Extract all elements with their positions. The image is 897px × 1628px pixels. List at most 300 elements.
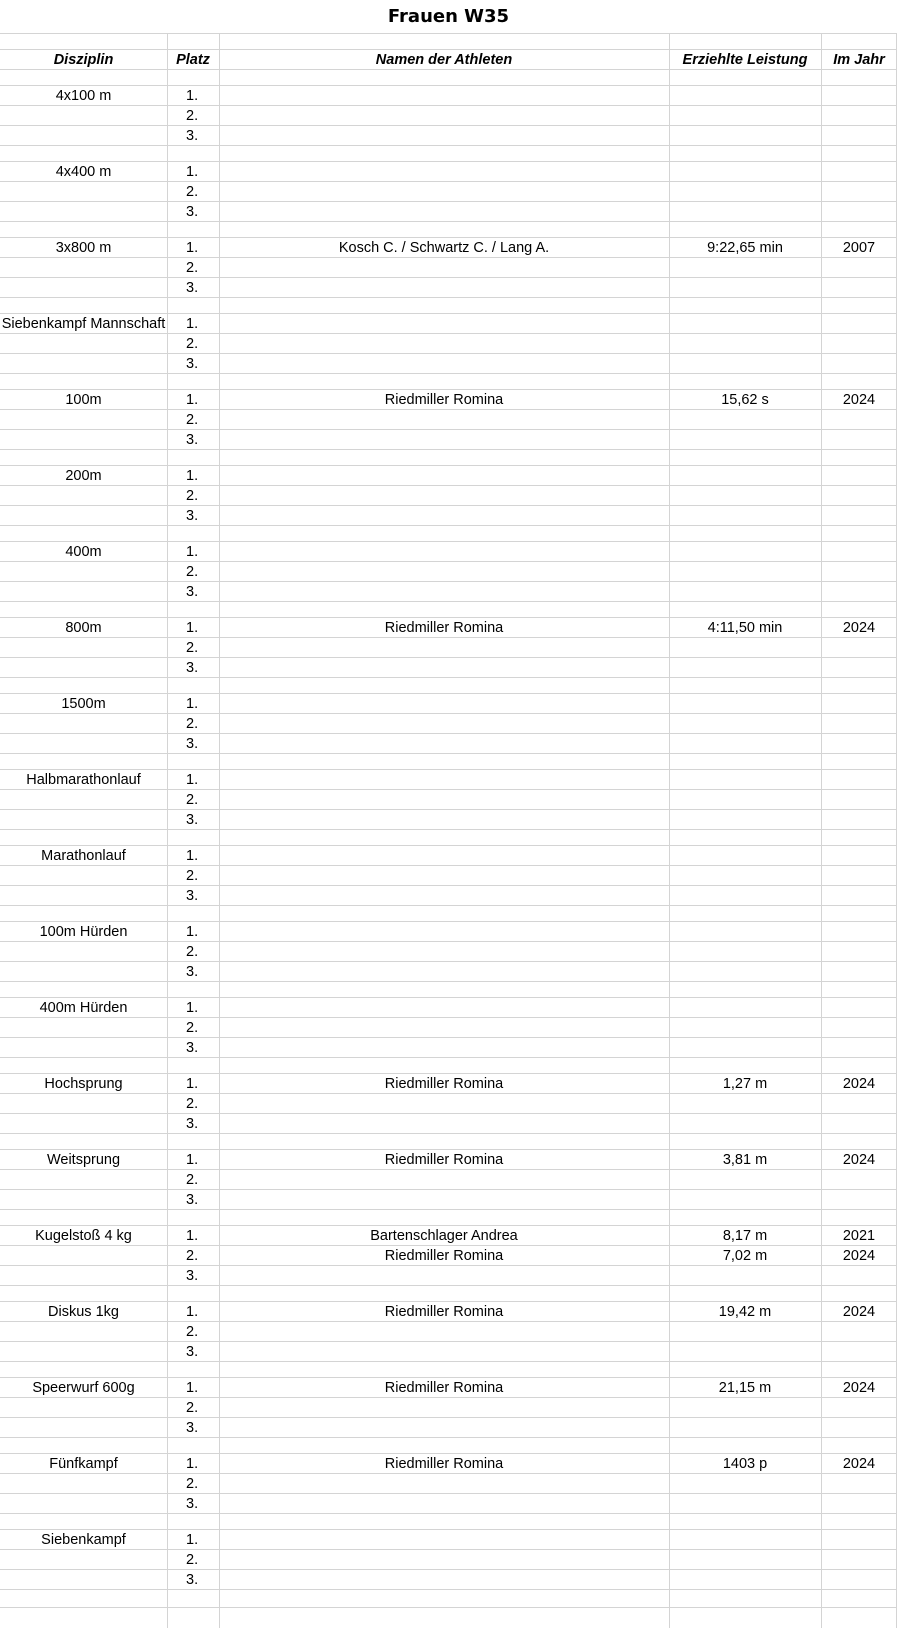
discipline-name: Siebenkampf bbox=[41, 1531, 126, 1548]
athlete-name: Riedmiller Romina bbox=[384, 1247, 504, 1264]
result-value: 8,17 m bbox=[722, 1227, 768, 1244]
place-rank: 2. bbox=[186, 411, 199, 428]
table-row bbox=[0, 1378, 897, 1398]
result-value bbox=[669, 314, 821, 333]
spacer-row bbox=[0, 526, 897, 542]
place-rank: 1. bbox=[186, 239, 199, 256]
spacer-row bbox=[0, 1210, 897, 1226]
discipline-name: 100m bbox=[65, 391, 102, 408]
athlete-name bbox=[219, 1038, 669, 1057]
place-rank: 1. bbox=[186, 1075, 199, 1092]
place-rank: 3. bbox=[186, 1343, 199, 1360]
spacer-row bbox=[0, 1514, 897, 1530]
result-value bbox=[669, 638, 821, 657]
place-rank: 2. bbox=[186, 107, 199, 124]
discipline-name: 200m bbox=[65, 467, 102, 484]
result-value bbox=[669, 1094, 821, 1113]
result-value bbox=[669, 182, 821, 201]
result-value bbox=[669, 714, 821, 733]
table-row bbox=[0, 182, 897, 202]
table-row bbox=[0, 810, 897, 830]
athlete-name bbox=[219, 790, 669, 809]
result-year bbox=[821, 734, 897, 753]
result-value bbox=[669, 734, 821, 753]
table-row bbox=[0, 886, 897, 906]
result-year bbox=[821, 1094, 897, 1113]
athlete-name bbox=[219, 694, 669, 713]
result-year bbox=[821, 886, 897, 905]
header-row bbox=[0, 50, 897, 70]
place-rank: 1. bbox=[186, 1303, 199, 1320]
spacer-row bbox=[0, 1362, 897, 1378]
result-year bbox=[821, 1570, 897, 1589]
result-year bbox=[821, 1322, 897, 1341]
result-year: 2024 bbox=[842, 1075, 876, 1092]
table-row bbox=[0, 1418, 897, 1438]
athlete-name bbox=[219, 770, 669, 789]
result-value bbox=[669, 278, 821, 297]
table-row bbox=[0, 106, 897, 126]
result-value bbox=[669, 562, 821, 581]
spacer-row bbox=[0, 70, 897, 86]
result-value bbox=[669, 866, 821, 885]
discipline-name: Diskus 1kg bbox=[48, 1303, 119, 1320]
athlete-name bbox=[219, 410, 669, 429]
athlete-name bbox=[219, 430, 669, 449]
spacer-row bbox=[0, 1590, 897, 1608]
result-value bbox=[669, 1418, 821, 1437]
table-row bbox=[0, 126, 897, 146]
result-year bbox=[821, 126, 897, 145]
table-row bbox=[0, 562, 897, 582]
result-value: 4:11,50 min bbox=[707, 619, 783, 636]
table-row bbox=[0, 1474, 897, 1494]
spacer-row bbox=[0, 1438, 897, 1454]
result-value: 1403 p bbox=[722, 1455, 768, 1472]
result-year bbox=[821, 314, 897, 333]
result-value bbox=[669, 486, 821, 505]
discipline-name: Marathonlauf bbox=[41, 847, 126, 864]
table-row bbox=[0, 466, 897, 486]
result-year: 2024 bbox=[842, 1455, 876, 1472]
athlete-name bbox=[219, 942, 669, 961]
athlete-name bbox=[219, 1550, 669, 1569]
result-value bbox=[669, 542, 821, 561]
result-year bbox=[821, 1170, 897, 1189]
place-rank: 2. bbox=[186, 1399, 199, 1416]
result-value bbox=[669, 354, 821, 373]
table-row bbox=[0, 1322, 897, 1342]
result-year bbox=[821, 542, 897, 561]
result-value: 9:22,65 min bbox=[707, 239, 783, 256]
discipline-name: Speerwurf 600g bbox=[32, 1379, 135, 1396]
place-rank: 3. bbox=[186, 355, 199, 372]
athlete-name bbox=[219, 1342, 669, 1361]
athlete-name bbox=[219, 962, 669, 981]
table-row bbox=[0, 618, 897, 638]
result-value bbox=[669, 922, 821, 941]
result-value bbox=[669, 258, 821, 277]
table-row bbox=[0, 542, 897, 562]
place-rank: 3. bbox=[186, 203, 199, 220]
athlete-name bbox=[219, 922, 669, 941]
table-row bbox=[0, 694, 897, 714]
result-year: 2024 bbox=[842, 1151, 876, 1168]
table-row bbox=[0, 410, 897, 430]
athlete-name bbox=[219, 1474, 669, 1493]
table-row bbox=[0, 582, 897, 602]
result-year bbox=[821, 334, 897, 353]
athlete-name: Kosch C. / Schwartz C. / Lang A. bbox=[338, 239, 550, 256]
spacer-row bbox=[0, 1134, 897, 1150]
table-row bbox=[0, 354, 897, 374]
result-year bbox=[821, 486, 897, 505]
table-row bbox=[0, 1094, 897, 1114]
sheet-title: Frauen W35 bbox=[0, 0, 897, 34]
result-value bbox=[669, 1038, 821, 1057]
table-row bbox=[0, 942, 897, 962]
result-year: 2024 bbox=[842, 391, 876, 408]
result-year: 2024 bbox=[842, 1379, 876, 1396]
result-value bbox=[669, 506, 821, 525]
result-year bbox=[821, 1018, 897, 1037]
place-rank: 1. bbox=[186, 87, 199, 104]
header-platz: Platz bbox=[176, 51, 210, 68]
table-row bbox=[0, 790, 897, 810]
place-rank: 2. bbox=[186, 563, 199, 580]
result-value bbox=[669, 582, 821, 601]
table-row bbox=[0, 1150, 897, 1170]
result-year bbox=[821, 694, 897, 713]
result-year bbox=[821, 1342, 897, 1361]
discipline-name: 3x800 m bbox=[55, 239, 112, 256]
place-rank: 3. bbox=[186, 1039, 199, 1056]
place-rank: 2. bbox=[186, 259, 199, 276]
athlete-name bbox=[219, 162, 669, 181]
result-value bbox=[669, 1398, 821, 1417]
result-value bbox=[669, 810, 821, 829]
place-rank: 1. bbox=[186, 1379, 199, 1396]
place-rank: 2. bbox=[186, 1095, 199, 1112]
spacer-row bbox=[0, 374, 897, 390]
place-rank: 2. bbox=[186, 335, 199, 352]
discipline-name: 100m Hürden bbox=[39, 923, 128, 940]
result-value bbox=[669, 334, 821, 353]
place-rank: 3. bbox=[186, 1115, 199, 1132]
result-year bbox=[821, 182, 897, 201]
athlete-name bbox=[219, 1018, 669, 1037]
result-value: 3,81 m bbox=[722, 1151, 768, 1168]
place-rank: 1. bbox=[186, 1455, 199, 1472]
table-row bbox=[0, 1550, 897, 1570]
table-row bbox=[0, 922, 897, 942]
result-year: 2024 bbox=[842, 1303, 876, 1320]
athlete-name: Bartenschlager Andrea bbox=[370, 1227, 518, 1244]
place-rank: 1. bbox=[186, 1151, 199, 1168]
spacer-row bbox=[0, 1058, 897, 1074]
spacer-row bbox=[0, 450, 897, 466]
table-row bbox=[0, 1190, 897, 1210]
result-value bbox=[669, 998, 821, 1017]
athlete-name bbox=[219, 486, 669, 505]
result-year bbox=[821, 1398, 897, 1417]
place-rank: 2. bbox=[186, 639, 199, 656]
table-row bbox=[0, 714, 897, 734]
athlete-name bbox=[219, 1114, 669, 1133]
place-rank: 3. bbox=[186, 1191, 199, 1208]
athlete-name bbox=[219, 1570, 669, 1589]
place-rank: 2. bbox=[186, 715, 199, 732]
discipline-name: Siebenkampf Mannschaft bbox=[1, 315, 166, 332]
place-rank: 2. bbox=[186, 1475, 199, 1492]
place-rank: 1. bbox=[186, 467, 199, 484]
place-rank: 3. bbox=[186, 127, 199, 144]
result-value bbox=[669, 1342, 821, 1361]
result-value bbox=[669, 106, 821, 125]
result-value bbox=[669, 1170, 821, 1189]
athlete-name bbox=[219, 314, 669, 333]
result-year bbox=[821, 1474, 897, 1493]
table-row bbox=[0, 238, 897, 258]
discipline-name: 4x400 m bbox=[55, 163, 112, 180]
result-year bbox=[821, 582, 897, 601]
athlete-name bbox=[219, 1418, 669, 1437]
table-row bbox=[0, 1246, 897, 1266]
place-rank: 2. bbox=[186, 487, 199, 504]
result-value bbox=[669, 1474, 821, 1493]
result-year: 2021 bbox=[842, 1227, 876, 1244]
result-year bbox=[821, 942, 897, 961]
athlete-name bbox=[219, 542, 669, 561]
athlete-name bbox=[219, 334, 669, 353]
place-rank: 1. bbox=[186, 1531, 199, 1548]
result-year bbox=[821, 410, 897, 429]
athlete-name bbox=[219, 126, 669, 145]
result-year bbox=[821, 430, 897, 449]
table-row bbox=[0, 1018, 897, 1038]
result-year bbox=[821, 1494, 897, 1513]
athlete-name bbox=[219, 1266, 669, 1285]
result-value bbox=[669, 1494, 821, 1513]
place-rank: 1. bbox=[186, 771, 199, 788]
athlete-name bbox=[219, 1322, 669, 1341]
result-value: 21,15 m bbox=[718, 1379, 772, 1396]
athlete-name: Riedmiller Romina bbox=[384, 1303, 504, 1320]
discipline-name: 400m Hürden bbox=[39, 999, 128, 1016]
table-row bbox=[0, 1530, 897, 1550]
table-row bbox=[0, 658, 897, 678]
table-row bbox=[0, 1074, 897, 1094]
result-value bbox=[669, 86, 821, 105]
athlete-name bbox=[219, 866, 669, 885]
table-row bbox=[0, 258, 897, 278]
result-value bbox=[669, 202, 821, 221]
athlete-name bbox=[219, 658, 669, 677]
result-value bbox=[669, 410, 821, 429]
place-rank: 2. bbox=[186, 1323, 199, 1340]
table-row bbox=[0, 1494, 897, 1514]
table-row bbox=[0, 1266, 897, 1286]
spacer-row bbox=[0, 678, 897, 694]
result-value bbox=[669, 1018, 821, 1037]
athlete-name: Riedmiller Romina bbox=[384, 619, 504, 636]
result-year bbox=[821, 162, 897, 181]
result-year bbox=[821, 1190, 897, 1209]
result-year bbox=[821, 810, 897, 829]
result-value bbox=[669, 886, 821, 905]
place-rank: 3. bbox=[186, 963, 199, 980]
athlete-name bbox=[219, 562, 669, 581]
spacer-row bbox=[0, 222, 897, 238]
athlete-name bbox=[219, 86, 669, 105]
table-row bbox=[0, 390, 897, 410]
result-value bbox=[669, 162, 821, 181]
place-rank: 3. bbox=[186, 279, 199, 296]
athlete-name bbox=[219, 1190, 669, 1209]
athlete-name bbox=[219, 278, 669, 297]
table-row bbox=[0, 202, 897, 222]
place-rank: 1. bbox=[186, 847, 199, 864]
table-row bbox=[0, 1302, 897, 1322]
place-rank: 3. bbox=[186, 1419, 199, 1436]
athlete-name bbox=[219, 1398, 669, 1417]
result-year: 2024 bbox=[842, 1247, 876, 1264]
spacer-row bbox=[0, 34, 897, 50]
place-rank: 3. bbox=[186, 1571, 199, 1588]
discipline-name: Hochsprung bbox=[44, 1075, 123, 1092]
place-rank: 2. bbox=[186, 867, 199, 884]
spacer-row bbox=[0, 906, 897, 922]
athlete-name bbox=[219, 846, 669, 865]
place-rank: 2. bbox=[186, 791, 199, 808]
place-rank: 3. bbox=[186, 1495, 199, 1512]
athlete-name bbox=[219, 886, 669, 905]
header-jahr: Im Jahr bbox=[833, 51, 885, 68]
result-year bbox=[821, 278, 897, 297]
place-rank: 1. bbox=[186, 619, 199, 636]
result-value bbox=[669, 1322, 821, 1341]
result-value bbox=[669, 466, 821, 485]
athlete-name bbox=[219, 1530, 669, 1549]
table-row bbox=[0, 638, 897, 658]
athlete-name bbox=[219, 582, 669, 601]
athlete-name bbox=[219, 1170, 669, 1189]
athlete-name bbox=[219, 506, 669, 525]
athlete-name bbox=[219, 354, 669, 373]
result-value bbox=[669, 1570, 821, 1589]
result-year bbox=[821, 846, 897, 865]
table-row bbox=[0, 86, 897, 106]
result-value: 19,42 m bbox=[718, 1303, 772, 1320]
result-value bbox=[669, 942, 821, 961]
table-row bbox=[0, 278, 897, 298]
place-rank: 2. bbox=[186, 1171, 199, 1188]
athlete-name bbox=[219, 714, 669, 733]
result-value bbox=[669, 430, 821, 449]
place-rank: 1. bbox=[186, 695, 199, 712]
table-row bbox=[0, 1398, 897, 1418]
header-disziplin: Disziplin bbox=[53, 51, 114, 68]
athlete-name: Riedmiller Romina bbox=[384, 1075, 504, 1092]
result-value bbox=[669, 126, 821, 145]
table-row bbox=[0, 486, 897, 506]
result-year bbox=[821, 202, 897, 221]
result-value bbox=[669, 790, 821, 809]
spacer-row bbox=[0, 1286, 897, 1302]
place-rank: 1. bbox=[186, 923, 199, 940]
result-value: 7,02 m bbox=[722, 1247, 768, 1264]
place-rank: 3. bbox=[186, 659, 199, 676]
result-year bbox=[821, 1550, 897, 1569]
athlete-name bbox=[219, 106, 669, 125]
result-year bbox=[821, 258, 897, 277]
discipline-name: Fünfkampf bbox=[49, 1455, 118, 1472]
header-leistung: Erziehlte Leistung bbox=[682, 51, 808, 68]
result-year bbox=[821, 86, 897, 105]
place-rank: 2. bbox=[186, 1019, 199, 1036]
table-row bbox=[0, 162, 897, 182]
place-rank: 2. bbox=[186, 1247, 199, 1264]
table-row bbox=[0, 506, 897, 526]
place-rank: 3. bbox=[186, 887, 199, 904]
result-value: 15,62 s bbox=[721, 391, 769, 408]
place-rank: 1. bbox=[186, 999, 199, 1016]
result-year bbox=[821, 770, 897, 789]
discipline-name: 800m bbox=[65, 619, 102, 636]
athlete-name bbox=[219, 1094, 669, 1113]
place-rank: 2. bbox=[186, 183, 199, 200]
result-year bbox=[821, 1266, 897, 1285]
place-rank: 3. bbox=[186, 1267, 199, 1284]
result-year bbox=[821, 1418, 897, 1437]
result-value bbox=[669, 1190, 821, 1209]
result-year bbox=[821, 1114, 897, 1133]
place-rank: 3. bbox=[186, 507, 199, 524]
result-year bbox=[821, 962, 897, 981]
spacer-row bbox=[0, 982, 897, 998]
place-rank: 1. bbox=[186, 543, 199, 560]
result-year bbox=[821, 714, 897, 733]
place-rank: 1. bbox=[186, 391, 199, 408]
place-rank: 2. bbox=[186, 1551, 199, 1568]
result-year bbox=[821, 106, 897, 125]
athlete-name bbox=[219, 998, 669, 1017]
athlete-name bbox=[219, 638, 669, 657]
spacer-row bbox=[0, 754, 897, 770]
result-year bbox=[821, 998, 897, 1017]
result-year bbox=[821, 1038, 897, 1057]
table-row bbox=[0, 998, 897, 1018]
table-row bbox=[0, 962, 897, 982]
result-value bbox=[669, 1266, 821, 1285]
athlete-name bbox=[219, 810, 669, 829]
place-rank: 1. bbox=[186, 315, 199, 332]
discipline-name: 1500m bbox=[61, 695, 106, 712]
discipline-name: Kugelstoß 4 kg bbox=[35, 1227, 132, 1244]
place-rank: 1. bbox=[186, 1227, 199, 1244]
result-value bbox=[669, 962, 821, 981]
header-namen: Namen der Athleten bbox=[375, 51, 513, 68]
result-year bbox=[821, 658, 897, 677]
result-year bbox=[821, 866, 897, 885]
place-rank: 2. bbox=[186, 943, 199, 960]
table-row bbox=[0, 1454, 897, 1474]
place-rank: 3. bbox=[186, 583, 199, 600]
result-year bbox=[821, 638, 897, 657]
table-row bbox=[0, 334, 897, 354]
place-rank: 3. bbox=[186, 431, 199, 448]
table-row bbox=[0, 770, 897, 790]
